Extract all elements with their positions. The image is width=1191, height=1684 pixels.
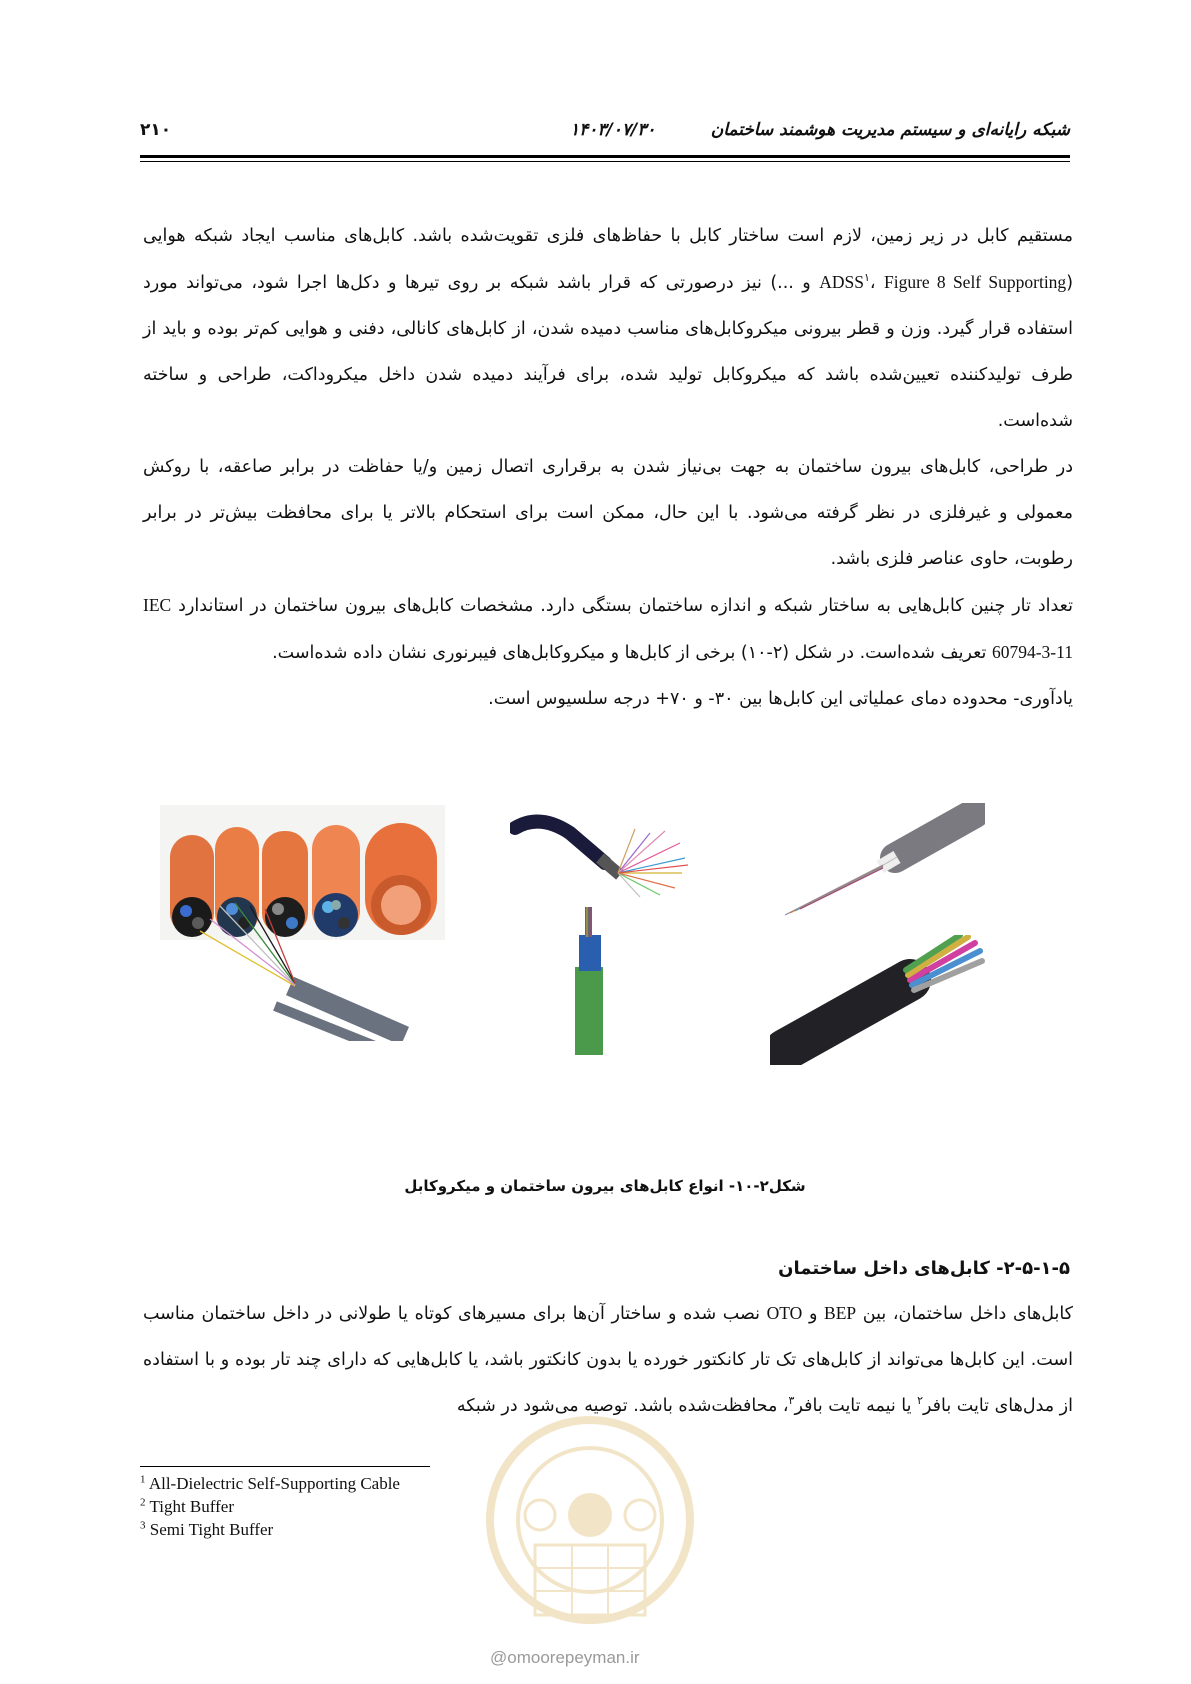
figure-caption: شکل۲-۱۰- انواع کابل‌های بیرون ساختمان و میکروکابل (404, 1177, 806, 1195)
footnote-3-number: 3 (140, 1519, 146, 1532)
s-text-a: کابل‌های داخل ساختمان، بین (856, 1304, 1073, 1324)
grey-jacket-cable-image (785, 803, 985, 918)
footnote-ref-2[interactable]: ۲ (917, 1394, 923, 1408)
term-bep: BEP (824, 1303, 857, 1323)
p1-text-a: مستقیم کابل در زیر زمین، لازم است ساختار کابل با حفاظ‌های فلزی تقویت‌شده باشد. کابل‌های مناسب ایجاد شبکه هوایی ( (143, 226, 1074, 293)
footnote-2-text: Tight Buffer (149, 1497, 234, 1516)
footnote-2 (140, 1495, 400, 1518)
s-text-e: ، محافظت‌شده باشد. توصیه می‌شود در شبکه (456, 1396, 789, 1416)
p1-text-c: و ...) نیز درصورتی که قرار باشد شبکه بر روی تیرها و دکل‌ها اجرا شود، می‌تواند مورد استفاده قرار گیرد. وزن و قطر بیرونی میکروکابل‌های مناسب دمیده شدن، از کابل‌های کانالی، دفنی و هوایی کم‌تر بوده و باید از طرف تولیدکننده تعیین‌شده باشد که میکروکابل تولید شده، برای فرآیند دمیده شدن داخل میکروداکت، طراحی و ساخته شده‌است. (143, 273, 1073, 431)
term-figure8: Figure 8 Self Supporting (883, 272, 1067, 292)
watermark-logo (480, 1410, 700, 1650)
paragraph-2: در طراحی، کابل‌های بیرون ساختمان به جهت بی‌نیاز شدن به برقراری اتصال زمین و/یا حفاظت در برابر صاعقه، با روکش معمولی و غیرفلزی در نظر گرفته می‌شود. با این حال، ممکن است برای استحکام بالاتر یا برای محافظت بیش‌تر در برابر رطوبت، حاوی عناصر فلزی باشد. (143, 457, 1073, 569)
watermark-text: @omoorepeyman.ir (490, 1648, 640, 1667)
footnote-1-text: All-Dielectric Self-Supporting Cable (148, 1474, 400, 1493)
standard-code: IEC 60794-3-11 (143, 595, 1073, 662)
footnote-3 (140, 1518, 400, 1541)
section-paragraph (143, 1290, 1073, 1429)
term-oto: OTO (766, 1303, 803, 1323)
section-heading: ۲-۵-۱-۵- کابل‌های داخل ساختمان (778, 1258, 1070, 1279)
p3-text-a: تعداد تار چنین کابل‌هایی به ساختار شبکه و اندازه ساختمان بستگی دارد. مشخصات کابل‌های بیرون ساختمان در استاندارد (171, 596, 1073, 616)
footnote-ref-3[interactable]: ۳ (788, 1394, 795, 1408)
page-number: ۲۱۰ (140, 120, 172, 140)
p1-text-b: ، (869, 273, 884, 293)
term-adss: ADSS (819, 272, 864, 292)
paragraph-1 (143, 213, 1073, 444)
header-rule-thin (140, 161, 1070, 162)
cable-figure (160, 805, 1085, 1130)
footnote-2-number: 2 (140, 1496, 146, 1509)
book-title: شبکه رایانه‌ای و سیستم مدیریت هوشمند ساختمان (710, 120, 1070, 140)
section-text (143, 1290, 1073, 1429)
header-date: ۱۴۰۳/۰۷/۳۰ (570, 120, 656, 140)
header-rule-thick (140, 155, 1070, 158)
s-text-d: یا نیمه تایت بافر (794, 1396, 918, 1416)
footnote-1-number: 1 (140, 1473, 146, 1486)
footnote-3-text: Semi Tight Buffer (149, 1520, 274, 1539)
loose-tube-cable-image (770, 935, 1000, 1065)
footnote-rule (140, 1466, 430, 1467)
s-text-b: و (802, 1304, 825, 1324)
micro-cable-image (565, 905, 625, 1055)
multi-fiber-cable-image (510, 803, 690, 898)
footnote-1 (140, 1472, 400, 1495)
footnotes (140, 1472, 400, 1541)
paragraph-4: یادآوری- محدوده دمای عملیاتی این کابل‌ها بین ۳۰- و ۷۰+ درجه سلسیوس است. (488, 689, 1073, 709)
body-text (143, 213, 1073, 722)
p3-text-b: تعریف شده‌است. در شکل (۲-۱۰) برخی از کابل‌ها و میکروکابل‌های فیبرنوری نشان داده شده‌است. (272, 643, 992, 663)
footnote-ref-1[interactable]: ۱ (863, 271, 870, 285)
page-header (140, 120, 1070, 146)
s-text-c: نصب شده و ساختار آن‌ها برای مسیرهای کوتاه یا طولانی در داخل ساختمان مناسب است. این کابل‌ها می‌تواند از کابل‌های تک تار کانکتور خورده یا بدون کانکتور باشد، یا کابل‌هایی که دارای چند تار بوده و با استفاده از مدل‌های تایت بافر (143, 1304, 1073, 1416)
figure8-cable-image (195, 901, 410, 1041)
paragraph-3 (143, 582, 1073, 676)
